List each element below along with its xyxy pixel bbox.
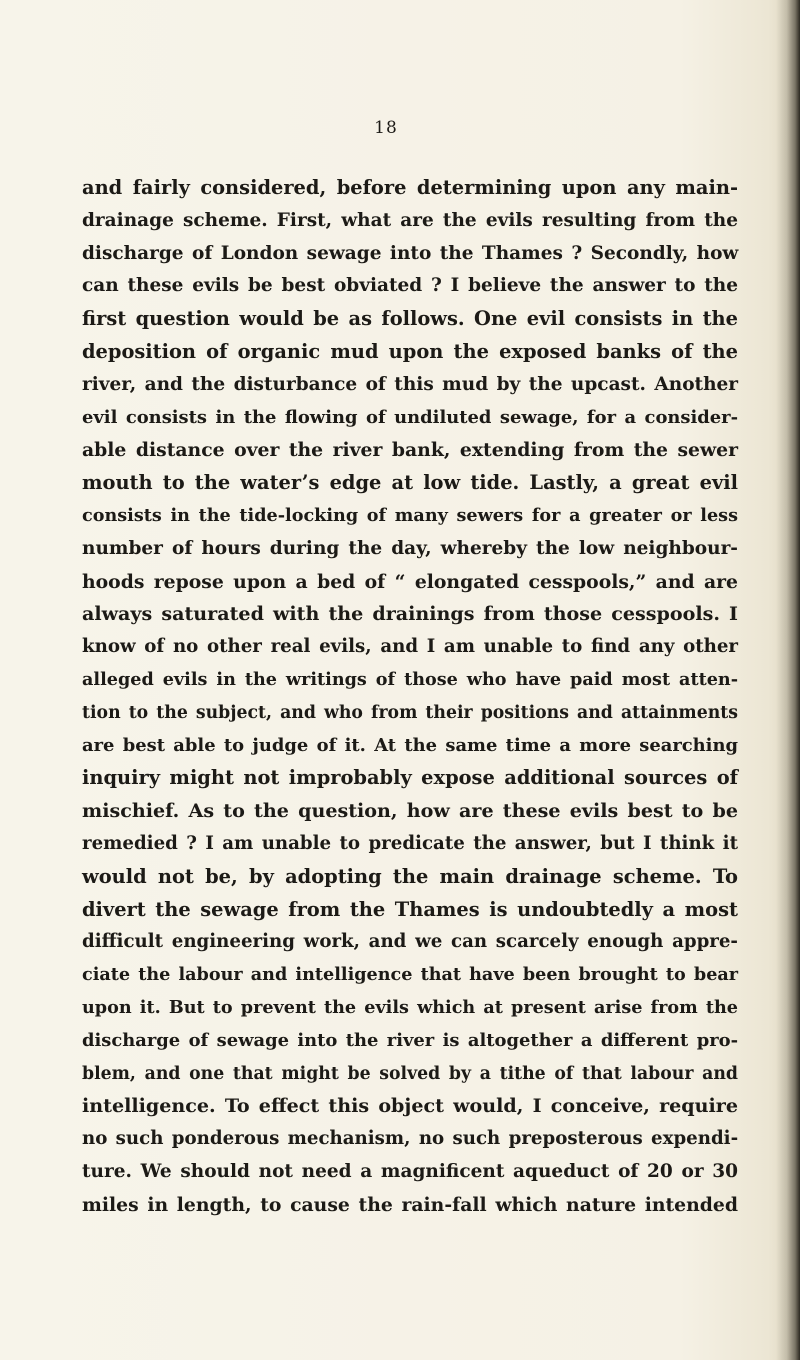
text-line: divert the sewage from the Thames is undoubtedly a most bbox=[82, 897, 738, 921]
text-line: always saturated with the drainings from those cesspools. I bbox=[82, 602, 738, 626]
text-line: tion to the subject, and who from their positions and attainments bbox=[82, 702, 738, 723]
page-binding-edge bbox=[776, 0, 800, 1360]
text-line: inquiry might not improbably expose additional sources of bbox=[82, 766, 738, 790]
text-line: blem, and one that might be solved by a tithe of that labour and bbox=[82, 1063, 738, 1084]
text-line: evil consists in the flowing of undiluted sewage, for a consider- bbox=[82, 406, 738, 428]
page-number: 18 bbox=[374, 118, 398, 138]
text-line: upon it. But to prevent the evils which at present arise from the bbox=[82, 996, 738, 1018]
text-line: number of hours during the day, whereby the low neighbour- bbox=[82, 537, 738, 559]
text-line: ciate the labour and intelligence that have been brought to bear bbox=[82, 964, 739, 986]
text-line: intelligence. To effect this object would, I conceive, require bbox=[82, 1094, 738, 1118]
body-text bbox=[82, 172, 738, 1222]
text-line: first question would be as follows. One evil consists in the bbox=[82, 307, 738, 331]
text-line: would not be, by adopting the main drainage scheme. To bbox=[82, 864, 738, 888]
text-line: hoods repose upon a bed of “ elongated cesspools,” and are bbox=[82, 570, 738, 593]
text-line: alleged evils in the writings of those who have paid most atten- bbox=[82, 668, 738, 690]
text-line: can these evils be best obviated ? I believe the answer to the bbox=[82, 275, 738, 297]
text-line: and fairly considered, before determining upon any main- bbox=[82, 176, 738, 199]
text-line: mouth to the water’s edge at low tide. Lastly, a great evil bbox=[82, 471, 738, 495]
text-line: consists in the tide-locking of many sewers for a greater or less bbox=[82, 504, 738, 526]
text-line: discharge of London sewage into the Thames ? Secondly, how bbox=[82, 242, 739, 264]
text-line: difficult engineering work, and we can scarcely enough appre- bbox=[82, 931, 738, 953]
text-line: remedied ? I am unable to predicate the answer, but I think it bbox=[82, 832, 738, 854]
text-line: able distance over the river bank, extending from the sewer bbox=[82, 439, 738, 462]
text-line: are best able to judge of it. At the same time a more searching bbox=[82, 734, 738, 756]
text-line: discharge of sewage into the river is altogether a different pro- bbox=[82, 1029, 738, 1051]
text-line: no such ponderous mechanism, no such preposterous expendi- bbox=[82, 1128, 739, 1150]
text-line: river, and the disturbance of this mud by the upcast. Another bbox=[82, 373, 739, 395]
text-line: miles in length, to cause the rain-fall which nature intended bbox=[82, 1193, 738, 1216]
text-line: deposition of organic mud upon the exposed banks of the bbox=[82, 339, 738, 363]
text-line: drainage scheme. First, what are the evils resulting from the bbox=[82, 209, 738, 231]
text-line: know of no other real evils, and I am unable to find any other bbox=[82, 636, 738, 658]
text-line: ture. We should not need a magnificent aqueduct of 20 or 30 bbox=[82, 1160, 738, 1182]
text-line: mischief. As to the question, how are these evils best to be bbox=[82, 799, 738, 823]
